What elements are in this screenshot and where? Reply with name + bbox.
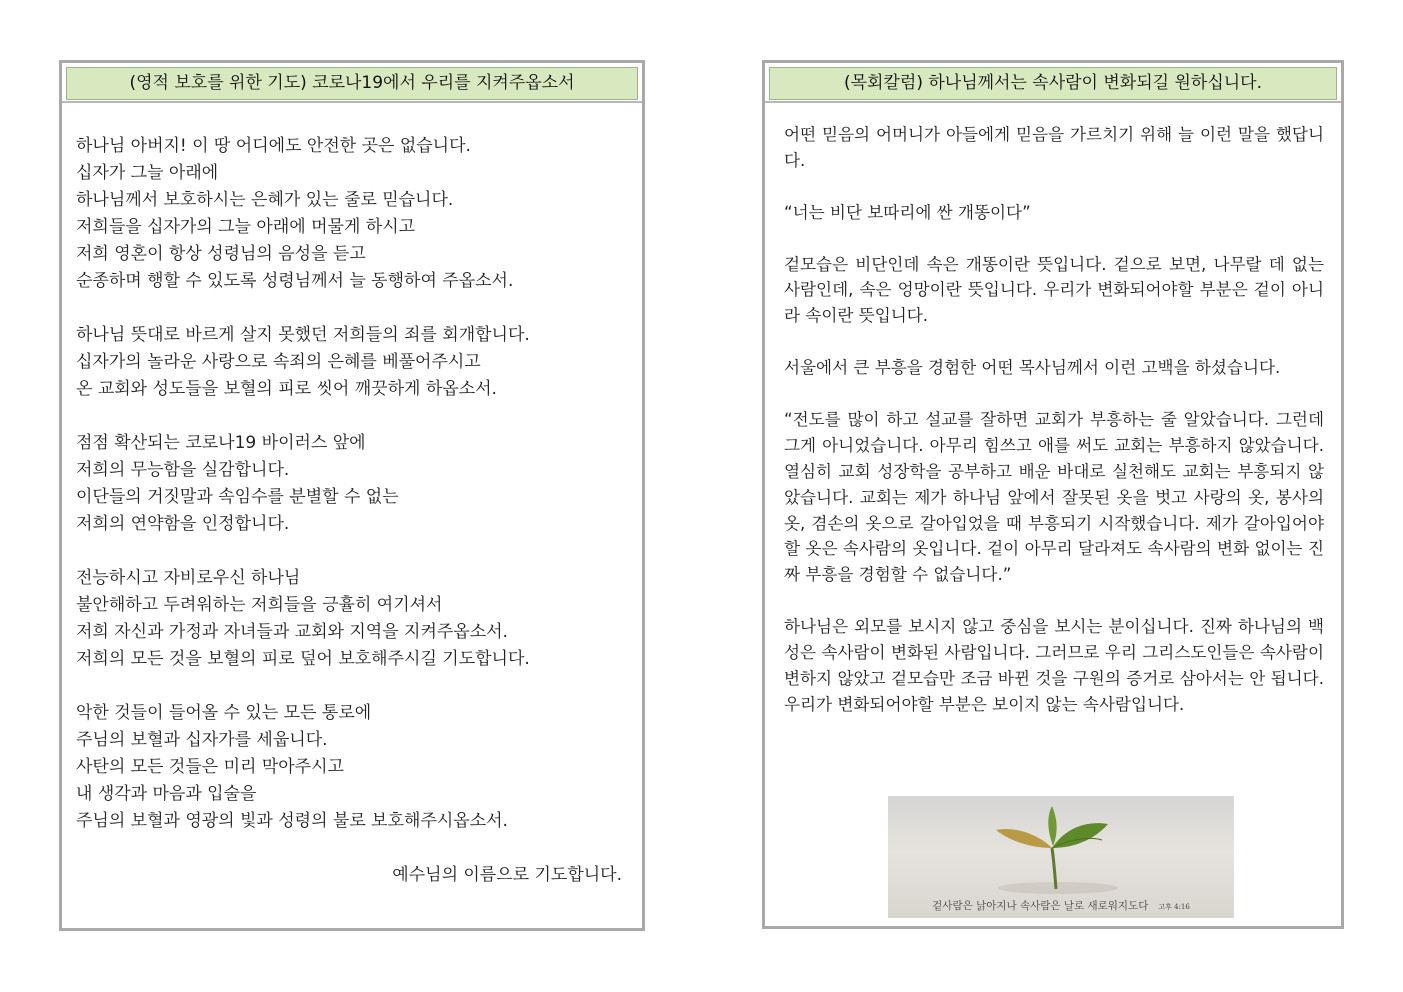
- column-paragraph: 겉모습은 비단인데 속은 개똥이란 뜻입니다. 겉으로 보면, 나무랄 데 없는 사람인데, 속은 엉망이란 뜻입니다. 우리가 변화되어야할 부분은 겉이 아니라 속이란 뜻입니다.: [784, 254, 1324, 326]
- prayer-stanza: [76, 133, 628, 295]
- prayer-line: 십자가의 놀라운 사랑으로 속죄의 은혜를 베풀어주시고: [76, 352, 481, 372]
- prayer-panel: [59, 60, 645, 931]
- prayer-stanza: [76, 322, 628, 403]
- caption-reference: 고후 4:16: [1158, 903, 1190, 911]
- prayer-line: 순종하며 행할 수 있도록 성령님께서 늘 동행하여 주옵소서.: [76, 271, 514, 291]
- prayer-line: 불안해하고 두려워하는 저희들을 긍휼히 여기셔서: [76, 595, 443, 615]
- prayer-line: 주님의 보혈과 영광의 빛과 성령의 불로 보호해주시옵소서.: [76, 811, 508, 831]
- column-paragraph: 어떤 믿음의 어머니가 아들에게 믿음을 가르치기 위해 늘 이런 말을 했답니다.: [784, 125, 1324, 170]
- prayer-line: 전능하시고 자비로우신 하나님: [76, 568, 301, 588]
- prayer-stanza: [76, 565, 628, 673]
- prayer-line: 저희의 모든 것을 보혈의 피로 덮어 보호해주시길 기도합니다.: [76, 649, 530, 669]
- prayer-line: 점점 확산되는 코로나19 바이러스 앞에: [76, 433, 366, 453]
- prayer-title: (영적 보호를 위한 기도) 코로나19에서 우리를 지켜주옵소서: [66, 67, 638, 100]
- prayer-line: 사탄의 모든 것들은 미리 막아주시고: [76, 757, 344, 777]
- title-divider: [765, 101, 1341, 103]
- column-paragraph: “전도를 많이 하고 설교를 잘하면 교회가 부흥하는 줄 알았습니다. 그런데 그게 아니었습니다. 아무리 힘쓰고 애를 써도 교회는 부흥하지 않았습니다. 열심히 교회 성장학을 공부하고 배운 바대로 실천해도 교회는 부흥되지 않았습니다. 교회는 제가 하나님 앞에서 잘못된 옷을 벗고 사랑의 옷, 봉사의 옷, 겸손의 옷으로 갈아입었을 때 부흥되기 시작했습니다. 제가 갈아입어야 할 옷은 속사람의 옷입니다. 겉이 아무리 달라져도 속사람의 변화 없이는 진짜 부흥을 경험할 수 없습니다.”: [784, 409, 1324, 585]
- prayer-line: 온 교회와 성도들을 보혈의 피로 씻어 깨끗하게 하옵소서.: [76, 379, 497, 399]
- prayer-stanza: [76, 700, 628, 835]
- prayer-line: 악한 것들이 들어올 수 있는 모든 통로에: [76, 703, 372, 723]
- sprout-caption: [888, 898, 1234, 913]
- column-paragraph: 서울에서 큰 부흥을 경험한 어떤 목사님께서 이런 고백을 하셨습니다.: [784, 358, 1281, 378]
- title-divider: [62, 101, 642, 103]
- prayer-line: 저희의 무능함을 실감합니다.: [76, 460, 290, 480]
- column-panel: [762, 60, 1344, 929]
- column-body: [784, 122, 1324, 744]
- sprout-image: [888, 796, 1234, 918]
- column-paragraph: “너는 비단 보따리에 싼 개똥이다”: [784, 202, 1031, 222]
- column-paragraph: 하나님은 외모를 보시지 않고 중심을 보시는 분이십니다. 진짜 하나님의 백성은 속사람이 변화된 사람입니다. 그러므로 우리 그리스도인들은 속사람이 변하지 않았고 겉모습만 조금 바뀐 것을 구원의 증거로 삼아서는 안 됩니다. 우리가 변화되어야할 부분은 보이지 않는 속사람입니다.: [784, 617, 1324, 714]
- prayer-line: 하나님 뜻대로 바르게 살지 못했던 저희들의 죄를 회개합니다.: [76, 325, 530, 345]
- prayer-line: 저희 자신과 가정과 자녀들과 교회와 지역을 지켜주옵소서.: [76, 622, 508, 642]
- prayer-line: 내 생각과 마음과 입술을: [76, 784, 257, 804]
- prayer-body: [76, 133, 628, 889]
- prayer-line: 저희들을 십자가의 그늘 아래에 머물게 하시고: [76, 217, 416, 237]
- prayer-line: 이단들의 거짓말과 속임수를 분별할 수 없는: [76, 487, 399, 507]
- prayer-line: 주님의 보혈과 십자가를 세웁니다.: [76, 730, 328, 750]
- prayer-line: 하나님 아버지! 이 땅 어디에도 안전한 곳은 없습니다.: [76, 136, 471, 156]
- column-title: (목회칼럼) 하나님께서는 속사람이 변화되길 원하십니다.: [769, 67, 1337, 100]
- prayer-line: 하나님께서 보호하시는 은혜가 있는 줄로 믿습니다.: [76, 190, 454, 210]
- prayer-line: 저희의 연약함을 인정합니다.: [76, 514, 290, 534]
- prayer-closing: 예수님의 이름으로 기도합니다.: [392, 865, 622, 885]
- prayer-line: 저희 영혼이 항상 성령님의 음성을 듣고: [76, 244, 366, 264]
- caption-text: 겉사람은 낡아지나 속사람은 날로 새로워지도다: [932, 900, 1149, 912]
- prayer-line: 십자가 그늘 아래에: [76, 163, 219, 183]
- prayer-stanza: [76, 430, 628, 538]
